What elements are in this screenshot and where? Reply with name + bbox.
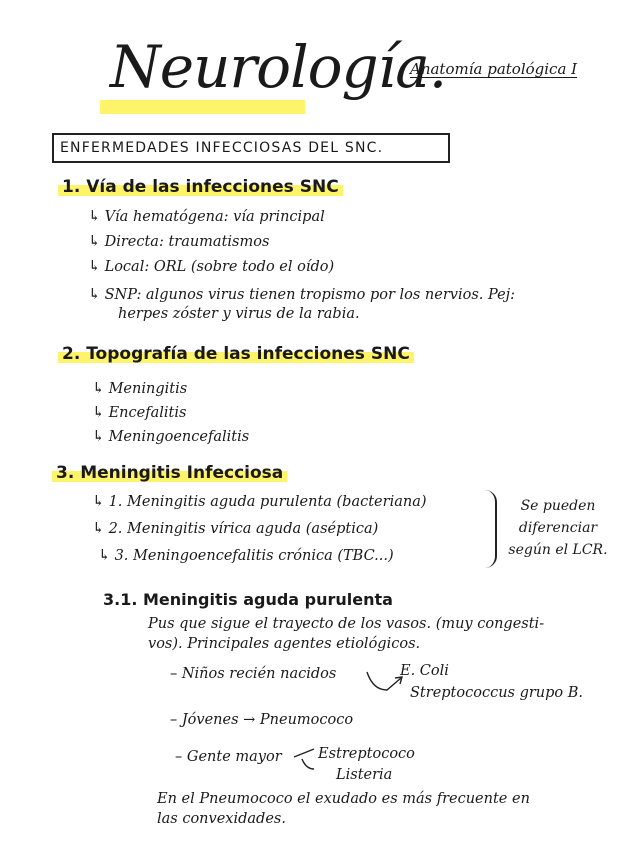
section-3-1-heading: 3.1. Meningitis aguda purulenta bbox=[103, 590, 393, 609]
section-2-item: ↳ Meningoencefalitis bbox=[92, 427, 250, 445]
agent-estreptococo: Estreptococo bbox=[318, 746, 415, 762]
hook-arrow-icon: ↳ bbox=[92, 519, 105, 537]
section-3-heading: 3. Meningitis Infecciosa bbox=[52, 462, 287, 484]
section-1-item: ↳ Vía hematógena: vía principal bbox=[88, 207, 325, 225]
agent-streptococcus-b: Streptococcus grupo B. bbox=[410, 685, 584, 701]
agent-listeria: Listeria bbox=[336, 767, 393, 783]
section-2-heading: 2. Topografía de las infecciones SNC bbox=[58, 343, 414, 365]
elderly-label: – Gente mayor bbox=[175, 749, 282, 765]
hook-arrow-icon: ↳ bbox=[92, 427, 105, 445]
hook-arrow-icon: ↳ bbox=[92, 379, 105, 397]
page-title: Neurología. bbox=[110, 33, 447, 101]
title-highlight bbox=[100, 100, 305, 114]
section-3-item: ↳ 2. Meningitis vírica aguda (aséptica) bbox=[92, 519, 379, 537]
closing-text: En el Pneumococo el exudado es más frecuente en bbox=[157, 791, 530, 807]
section-1-item: ↳ SNP: algunos virus tienen tropismo por los nervios. Pej: bbox=[88, 285, 516, 303]
hook-arrow-icon: ↳ bbox=[92, 403, 105, 421]
section-3-1-paragraph: Pus que sigue el trayecto de los vasos. (muy congesti- bbox=[148, 616, 545, 632]
hook-arrow-icon: ↳ bbox=[88, 257, 101, 275]
section-3-item: ↳ 1. Meningitis aguda purulenta (bacteriana) bbox=[92, 492, 427, 510]
hook-arrow-icon: ↳ bbox=[88, 285, 101, 303]
section-2-item: ↳ Meningitis bbox=[92, 379, 188, 397]
hook-arrow-icon: ↳ bbox=[88, 232, 101, 250]
section-1-item: ↳ Local: ORL (sobre todo el oído) bbox=[88, 257, 335, 275]
page-subtitle: Anatomía patológica I bbox=[410, 60, 578, 78]
section-3-1-paragraph: vos). Principales agentes etiológicos. bbox=[148, 636, 421, 652]
section-3-item: ↳ 3. Meningoencefalitis crónica (TBC...) bbox=[98, 546, 394, 564]
branch-arrow-icon bbox=[365, 668, 405, 700]
section-2-item: ↳ Encefalitis bbox=[92, 403, 187, 421]
topic-box-title: ENFERMEDADES INFECCIOSAS DEL SNC. bbox=[52, 133, 450, 163]
right-arrow-icon: → bbox=[243, 712, 256, 728]
agent-e-coli: E. Coli bbox=[400, 663, 449, 679]
hook-arrow-icon: ↳ bbox=[88, 207, 101, 225]
side-note: Se pueden diferenciar según el LCR. bbox=[508, 498, 608, 558]
young-label: – Jóvenes → Pneumococo bbox=[170, 712, 354, 728]
grouping-brace bbox=[485, 490, 497, 568]
section-1-heading: 1. Vía de las infecciones SNC bbox=[58, 176, 343, 198]
section-1-item: ↳ Directa: traumatismos bbox=[88, 232, 270, 250]
newborns-label: – Niños recién nacidos bbox=[170, 666, 337, 682]
hook-arrow-icon: ↳ bbox=[98, 546, 111, 564]
hook-arrow-icon: ↳ bbox=[92, 492, 105, 510]
section-1-item-continued: herpes zóster y virus de la rabia. bbox=[118, 306, 360, 322]
closing-text: las convexidades. bbox=[157, 811, 286, 827]
